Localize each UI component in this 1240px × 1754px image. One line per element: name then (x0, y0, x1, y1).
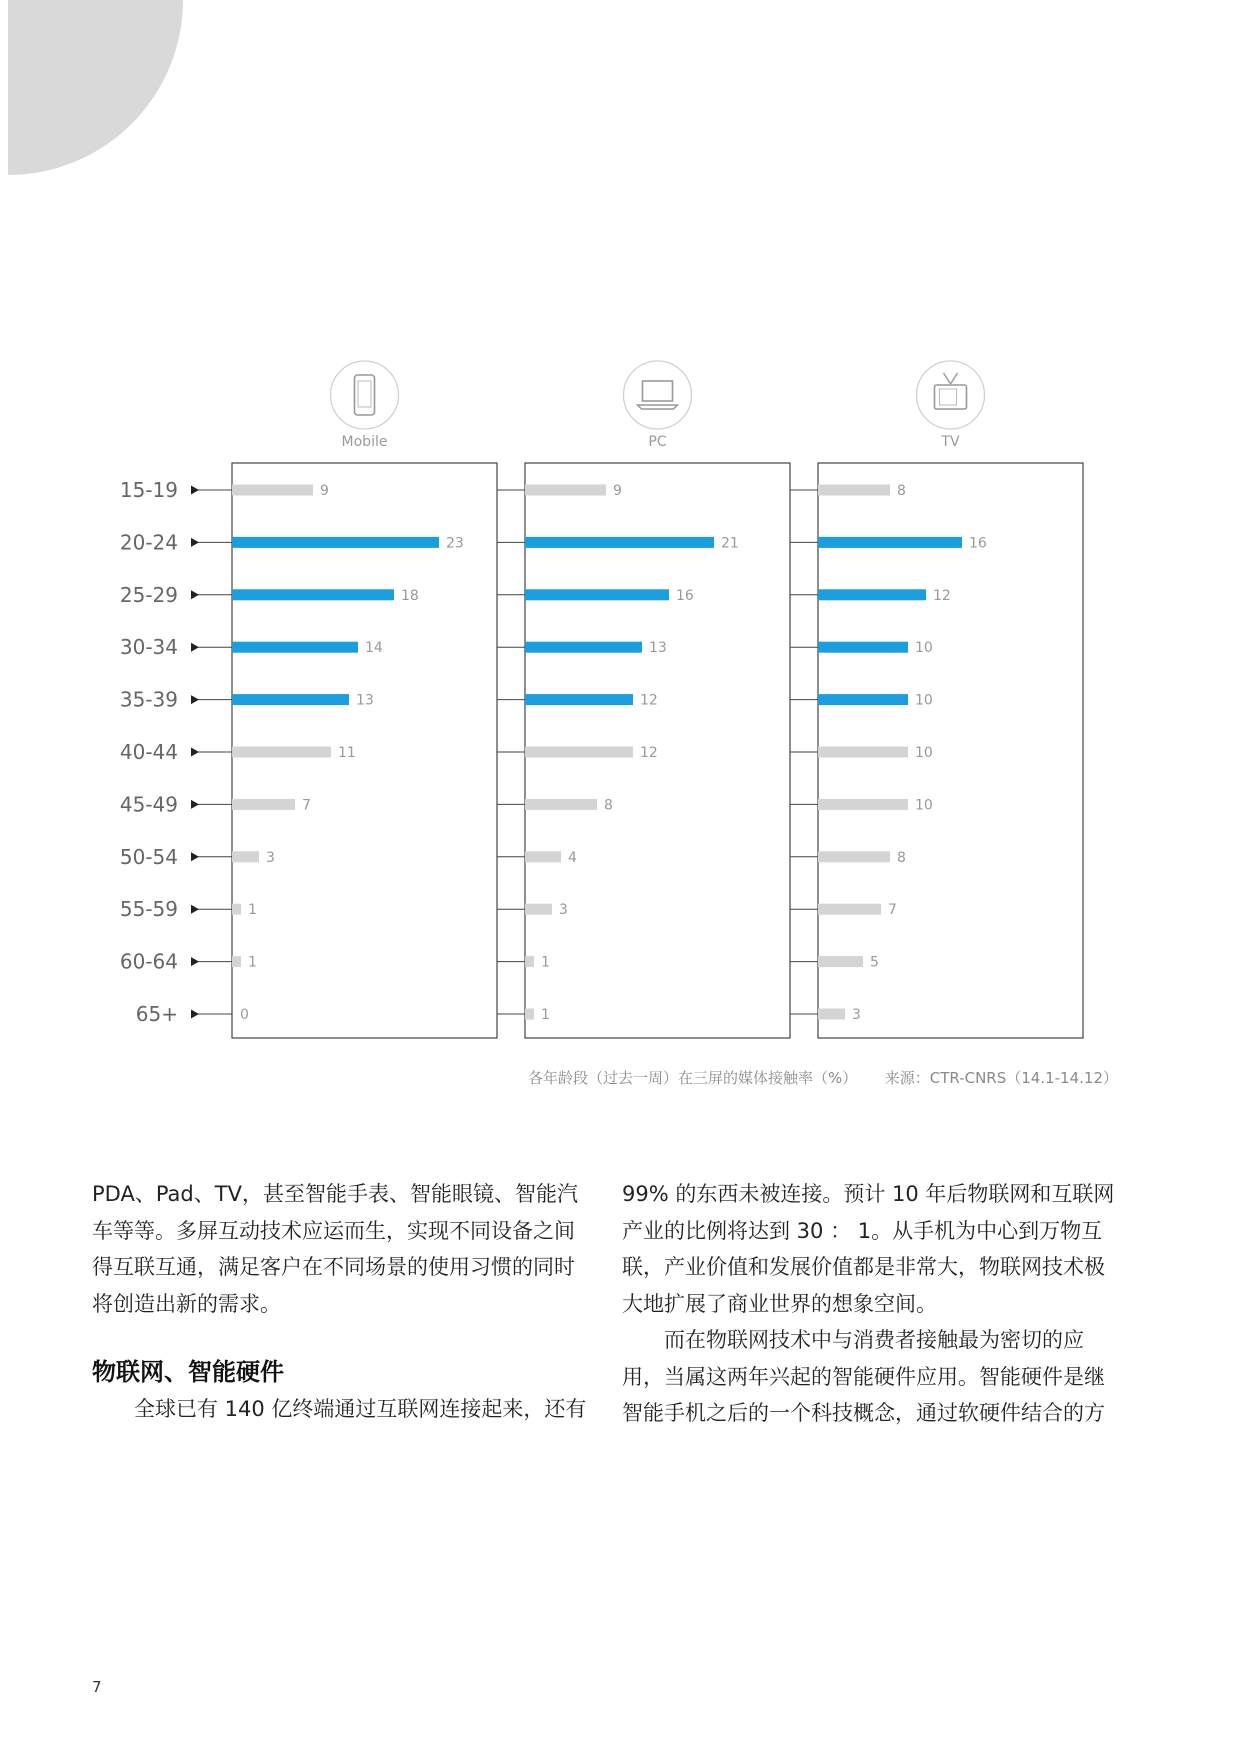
data-label: 9 (613, 483, 622, 499)
data-label: 1 (248, 902, 257, 919)
data-label: 8 (897, 483, 906, 499)
bar (232, 851, 259, 862)
data-label: 5 (870, 954, 879, 971)
bar (525, 485, 606, 496)
data-label: 18 (401, 587, 419, 604)
data-label: 0 (240, 1007, 249, 1023)
row-arrow (191, 905, 199, 914)
data-label: 8 (604, 797, 613, 814)
data-label: 10 (915, 640, 933, 657)
bar (818, 956, 863, 967)
data-label: 1 (541, 1007, 550, 1023)
bar (232, 904, 241, 915)
row-arrow (191, 695, 199, 704)
data-label: 16 (676, 587, 694, 604)
panel-icon-circle (331, 361, 399, 429)
category-label: 15-19 (119, 478, 178, 502)
bar (525, 799, 597, 810)
bar (818, 799, 908, 810)
row-arrow (191, 538, 199, 547)
bar (232, 537, 439, 548)
category-label: 60-64 (119, 949, 178, 974)
bar (525, 1009, 534, 1020)
bar (818, 851, 890, 862)
data-label: 1 (248, 954, 257, 971)
data-label: 12 (640, 745, 658, 761)
bar (232, 956, 241, 967)
data-label: 3 (559, 902, 568, 919)
data-label: 23 (446, 535, 464, 552)
body-paragraph: 99% 的东西未被连接。预计 10 年后物联网和互联网产业的比例将达到 30 ： 1。从手机为中心到万物互联，产业价值和发展价值都是非常大，物联网技术极大地扩展了商业世界的想象空间。 (622, 1182, 1115, 1316)
bar (232, 694, 349, 705)
body-paragraph: PDA、Pad、TV，甚至智能手表、智能眼镜、智能汽车等等。多屏互动技术应运而生，实现不同设备之间得互联互通，满足客户在不同场景的使用习惯的同时将创造出新的需求。 (92, 1182, 578, 1316)
row-arrow (191, 1010, 199, 1019)
data-label: 12 (640, 692, 658, 709)
category-label: 35-39 (119, 687, 178, 712)
bar (818, 904, 881, 915)
category-label: 55-59 (119, 897, 178, 922)
bar (818, 589, 926, 600)
category-label: 20-24 (119, 530, 178, 555)
row-arrow (191, 957, 199, 966)
page-number: 7 (92, 1678, 102, 1696)
data-label: 13 (356, 692, 374, 709)
chart-caption-row (528, 1067, 1118, 1088)
data-label: 10 (915, 692, 933, 709)
category-label: 45-49 (119, 792, 178, 817)
bar (525, 537, 714, 548)
data-label: 12 (933, 587, 951, 604)
panel-icon-circle (624, 361, 692, 429)
data-label: 1 (541, 954, 550, 971)
bar (525, 904, 552, 915)
data-label: 8 (897, 849, 906, 866)
data-label: 7 (302, 797, 311, 814)
media-contact-chart (0, 340, 1240, 1060)
bar (525, 851, 561, 862)
section-heading: 物联网、智能硬件 (92, 1358, 284, 1386)
bar (525, 642, 642, 653)
bar (232, 642, 358, 653)
bar (525, 589, 669, 600)
data-label: 3 (852, 1007, 861, 1023)
chart-source: 来源：CTR-CNRS（14.1-14.12） (884, 1069, 1118, 1087)
bar (525, 956, 534, 967)
data-label: 7 (888, 902, 897, 919)
panel-label: Mobile (341, 434, 388, 450)
bar (818, 1009, 845, 1020)
row-arrow (191, 643, 199, 652)
body-paragraph: 全球已有 140 亿终端通过互联网连接起来，还有 (134, 1397, 587, 1421)
category-label: 65+ (135, 1002, 178, 1026)
data-label: 4 (568, 849, 577, 866)
bar (232, 589, 394, 600)
chart-caption: 各年龄段（过去一周）在三屏的媒体接触率（%） (528, 1069, 858, 1087)
category-label: 30-34 (119, 635, 178, 660)
data-label: 21 (721, 535, 739, 552)
body-column-right (622, 1176, 1117, 1432)
category-label: 25-29 (119, 582, 178, 607)
category-label: 50-54 (119, 844, 178, 869)
data-label: 3 (266, 849, 275, 866)
bar (818, 485, 890, 496)
bar (525, 694, 633, 705)
bar (232, 747, 331, 758)
bar (232, 485, 313, 496)
panel-label: TV (941, 434, 960, 450)
category-label: 40-44 (119, 740, 178, 764)
data-label: 13 (649, 640, 667, 657)
bar (232, 799, 295, 810)
corner-quarter-circle (8, 0, 183, 175)
bar (818, 537, 962, 548)
data-label: 10 (915, 797, 933, 814)
row-arrow (191, 800, 199, 809)
row-arrow (191, 486, 199, 495)
body-column-left (92, 1176, 587, 1428)
row-arrow (191, 852, 199, 861)
data-label: 11 (338, 745, 356, 761)
row-arrow (191, 590, 199, 599)
body-paragraph: 而在物联网技术中与消费者接触最为密切的应用，当属这两年兴起的智能硬件应用。智能硬件是继智能手机之后的一个科技概念，通过软硬件结合的方 (622, 1328, 1105, 1425)
data-label: 10 (915, 745, 933, 761)
corner-decoration (0, 0, 200, 200)
bar (525, 747, 633, 758)
data-label: 14 (365, 640, 383, 657)
bar (818, 747, 908, 758)
panel-label: PC (648, 434, 667, 450)
bar (818, 694, 908, 705)
row-arrow (191, 748, 199, 757)
data-label: 9 (320, 483, 329, 499)
panel-icon-circle (917, 361, 985, 429)
bar (818, 642, 908, 653)
data-label: 16 (969, 535, 987, 552)
